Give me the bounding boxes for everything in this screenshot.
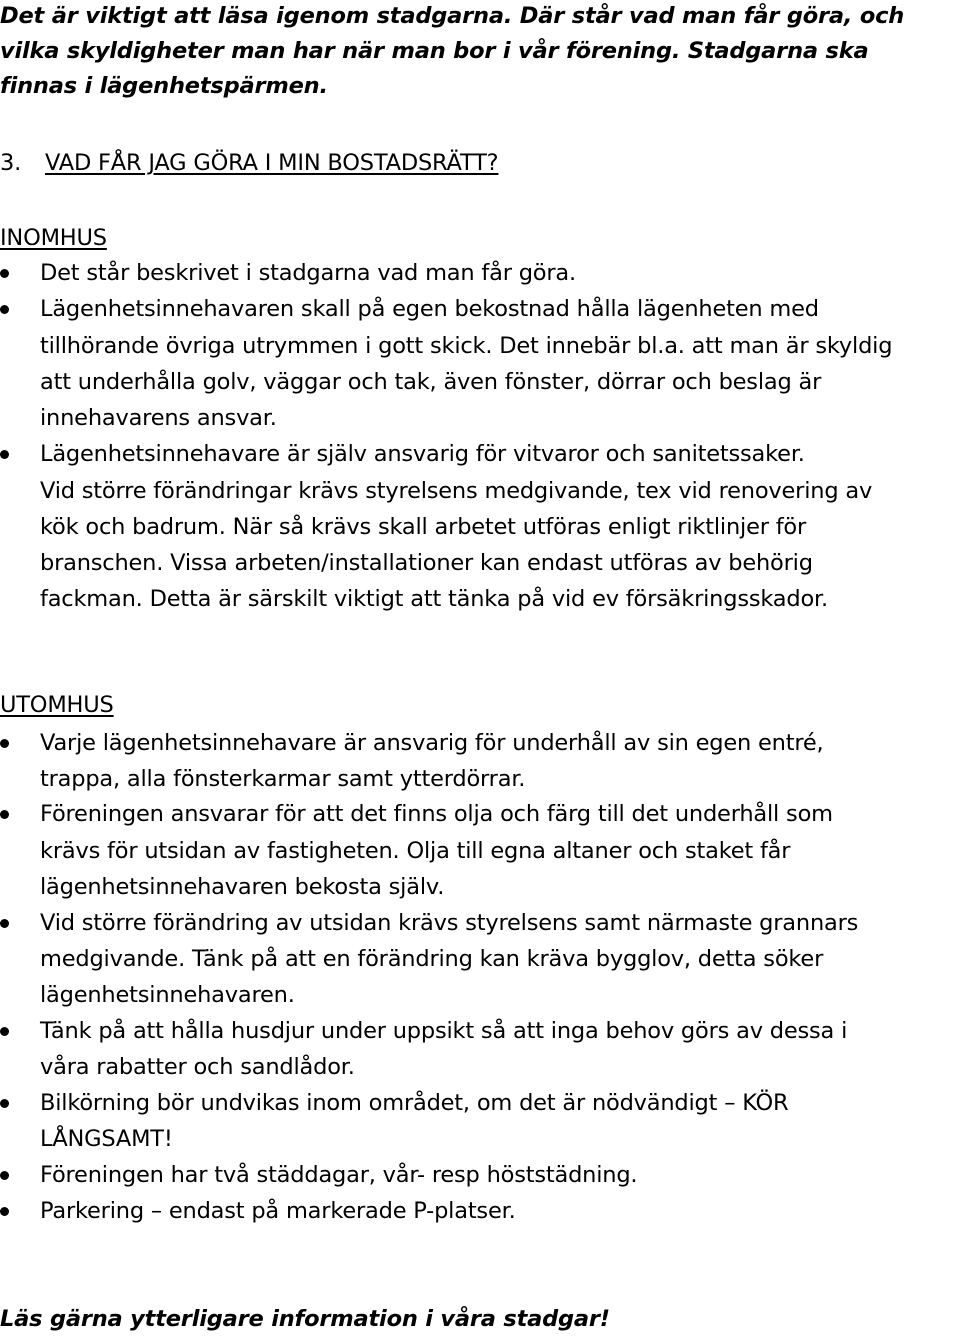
list-item-line: tillhörande övriga utrymmen i gott skick. Det innebär bl.a. att man är skyldig <box>40 333 893 359</box>
list-item-line: Lägenhetsinnehavare är själv ansvarig för vitvaror och sanitetssaker. <box>40 441 805 467</box>
intro-line: finnas i lägenhetspärmen. <box>0 73 328 99</box>
list-item-line: Föreningen har två städdagar, vår- resp höststädning. <box>40 1162 638 1188</box>
list-item-line: Vid större förändringar krävs styrelsens medgivande, tex vid renovering av <box>40 478 873 504</box>
list-item-line: kök och badrum. När så krävs skall arbetet utföras enligt riktlinjer för <box>40 514 807 540</box>
list-item-line: fackman. Detta är särskilt viktigt att tänka på vid ev försäkringsskador. <box>40 586 828 612</box>
bullet-icon <box>0 810 9 819</box>
intro-line: vilka skyldigheter man har när man bor i vår förening. Stadgarna ska <box>0 38 869 64</box>
list-item-line: LÅNGSAMT! <box>40 1126 173 1152</box>
section-title: VAD FÅR JAG GÖRA I MIN BOSTADSRÄTT? <box>45 150 499 176</box>
footer-note: Läs gärna ytterligare information i våra stadgar! <box>0 1306 610 1332</box>
bullet-icon <box>0 1027 9 1036</box>
list-item-line: Lägenhetsinnehavaren skall på egen bekostnad hålla lägenheten med <box>40 296 819 322</box>
list-item-line: Föreningen ansvarar för att det finns olja och färg till det underhåll som <box>40 801 833 827</box>
intro-line: Det är viktigt att läsa igenom stadgarna. Där står vad man får göra, och <box>0 3 905 29</box>
utomhus-heading: UTOMHUS <box>0 692 114 718</box>
list-item-line: Vid större förändring av utsidan krävs styrelsens samt närmaste grannars <box>40 910 859 936</box>
list-item-line: Det står beskrivet i stadgarna vad man får göra. <box>40 260 576 286</box>
list-item-line: Parkering – endast på markerade P-platser. <box>40 1198 516 1224</box>
list-item-line: att underhålla golv, väggar och tak, även fönster, dörrar och beslag är <box>40 369 822 395</box>
bullet-icon <box>0 919 9 928</box>
list-item-line: trappa, alla fönsterkarmar samt ytterdörrar. <box>40 766 526 792</box>
list-item-line: innehavarens ansvar. <box>40 405 277 431</box>
bullet-icon <box>0 1207 9 1216</box>
list-item-line: Bilkörning bör undvikas inom området, om det är nödvändigt – KÖR <box>40 1090 789 1116</box>
list-item-line: våra rabatter och sandlådor. <box>40 1054 355 1080</box>
bullet-icon <box>0 1171 9 1180</box>
inomhus-heading: INOMHUS <box>0 225 107 251</box>
list-item-line: Varje lägenhetsinnehavare är ansvarig för underhåll av sin egen entré, <box>40 730 824 756</box>
bullet-icon <box>0 739 9 748</box>
section-number: 3. <box>0 150 22 176</box>
list-item-line: lägenhetsinnehavaren bekosta själv. <box>40 874 445 900</box>
list-item-line: lägenhetsinnehavaren. <box>40 982 295 1008</box>
bullet-icon <box>0 1099 9 1108</box>
list-item-line: branschen. Vissa arbeten/installationer kan endast utföras av behörig <box>40 550 813 576</box>
list-item-line: krävs för utsidan av fastigheten. Olja till egna altaner och staket får <box>40 838 791 864</box>
bullet-icon <box>0 305 9 314</box>
bullet-icon <box>0 450 9 459</box>
list-item-line: Tänk på att hålla husdjur under uppsikt så att inga behov görs av dessa i <box>40 1018 848 1044</box>
bullet-icon <box>0 269 9 278</box>
list-item-line: medgivande. Tänk på att en förändring kan kräva bygglov, detta söker <box>40 946 824 972</box>
